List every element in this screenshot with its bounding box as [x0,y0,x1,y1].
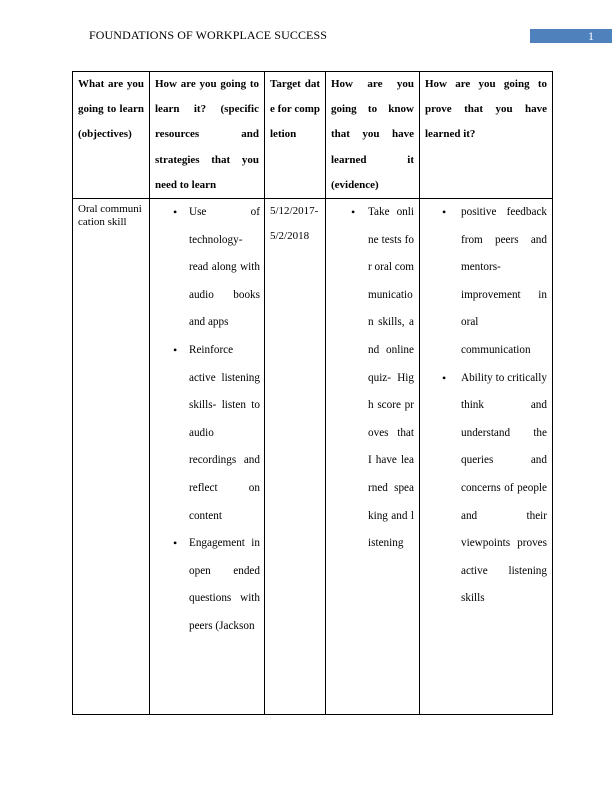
list-item: • Use of technology- read along with audio books and apps [155,199,260,337]
table-header-row [73,72,553,199]
objective-text: Oral communication skill [78,203,142,229]
cell-objective [73,199,150,715]
learning-plan-table [72,71,553,715]
page-number-badge [530,29,612,43]
list-item: • positive feedback from peers and mentors- improvement in oral communication [425,199,547,365]
cell-strategies [150,199,265,715]
running-head-title: FOUNDATIONS OF WORKPLACE SUCCESS [89,28,328,42]
header-strategies: How are you going to learn it? (specific resources and strategies that you need to learn [150,72,265,199]
table-row [73,199,553,715]
end-date: 5/2/2018 [270,229,310,242]
list-item: • Reinforce active listening skills- listen to audio recordings and reflect on content [155,337,260,530]
page-header [89,28,612,44]
header-proof: How are you going to prove that you have learned it? [420,72,553,199]
start-date: 5/12/2017- [270,205,319,218]
cell-evidence [326,199,420,715]
evidence-list [331,199,414,558]
cell-target-date [265,199,326,715]
list-item: • Engagement in open ended questions with peers (Jackson [155,530,260,640]
cell-proof [420,199,553,715]
page-number: 1 [588,29,594,43]
proof-list [425,199,547,613]
header-target-date: Target date for completion [265,72,326,199]
strategies-list [155,199,260,641]
header-objectives: What are you going to learn (objectives) [73,72,150,199]
header-evidence: How are you going to know that you have learned it (evidence) [326,72,420,199]
list-item: • Take online tests for oral communication skills, and online quiz- High score proves that I have learned speaking and listening [331,199,414,558]
list-item: • Ability to critically think and understand the queries and concerns of people and their viewpoints proves active listening skills [425,365,547,613]
